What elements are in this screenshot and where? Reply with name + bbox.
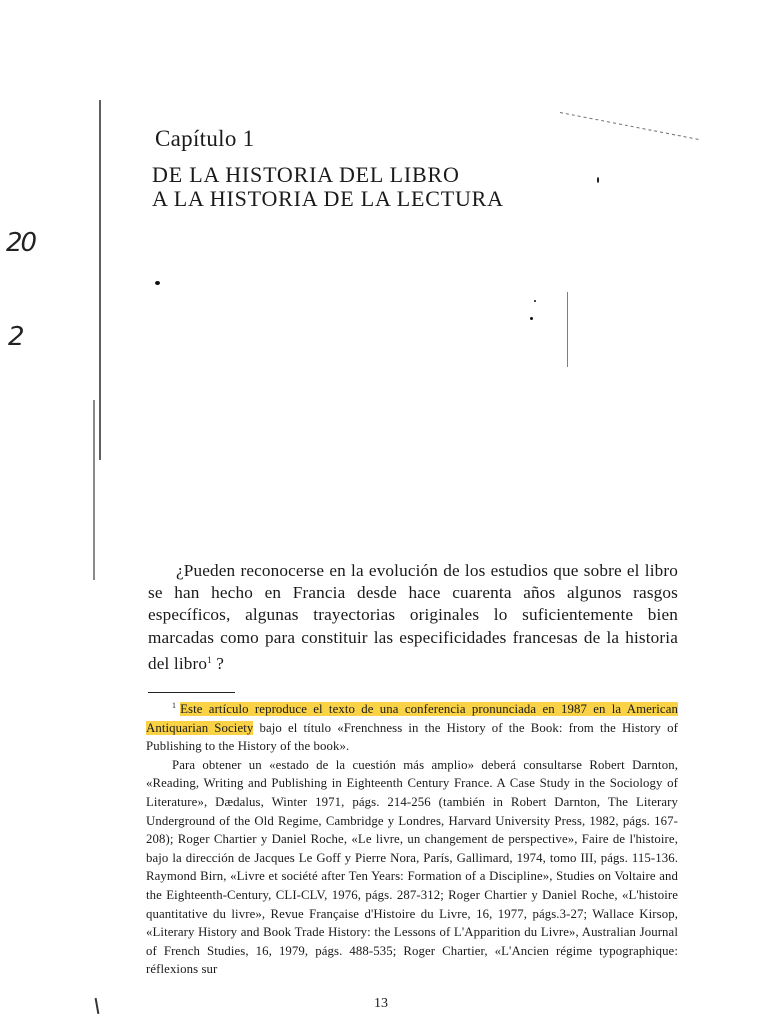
handwritten-margin-mark: 20 [6,228,36,258]
scan-artifact-dot [534,300,536,302]
scan-artifact-diagonal [560,112,700,140]
footnote-continuation: Para obtener un «estado de la cuestión más amplio» deberá consultarse Robert Darnton, «Reading, Writing and Publishing in Eighteenth Century France. A Case Study in the Sociology of Literature», Dædalus, Winter 1971, págs. 214-256 (también in Robert Darnton, The Literary Underground of the Old Regime, Cambridge y Londres, Harvard University Press, 1982, págs. 167-208); Roger Chartier y Daniel Roche, «Le livre, un changement de perspective», Faire de l'histoire, bajo la dirección de Jacques Le Goff y Pierre Nora, París, Gallimard, 1974, tomo III, págs. 115-136. Raymond Birn, «Livre et société after Ten Years: Formation of a Discipline», Studies on Voltaire and the Eighteenth-Century, CLI-CLV, 1976, págs. 287-312; Roger Chartier y Daniel Roche, «L'histoire quantitative du livre», Revue Française d'Histoire du Livre, 16, 1977, págs.3-27; Wallace Kirsop, «Literary History and Book Trade History: the Lessons of L'Apparition du Livre», Australian Journal of French Studies, 16, 1979, págs. 488-535; Roger Chartier, «L'Ancien régime typographique: réflexions sur [146,757,678,977]
highlighted-text: Este artículo reproduce el texto de una conferencia pronunciada en 1987 en la American Antiquarian Society [146,702,678,735]
scan-artifact-right-line [567,292,568,367]
intro-text: ¿Pueden reconocerse en la evolución de los estudios que sobre el libro se han hecho en Francia desde hace cuarenta años algunos rasgos específicos, algunas trayectorias originales lo suficientemente bien marcadas como para constituir las especificidades francesas de la historia del libro [148,561,678,673]
scan-artifact-tick [95,998,100,1014]
footnotes [146,697,678,979]
chapter-title-line: DE LA HISTORIA DEL LIBRO [152,162,460,187]
chapter-label: Capítulo 1 [155,126,255,151]
page-number: 13 [374,996,388,1011]
scan-artifact-left-line-lower [93,400,95,580]
handwritten-margin-mark: 2 [8,322,25,352]
footnote-number: 1 [172,701,177,710]
chapter-title-line: A LA HISTORIA DE LA LECTURA [152,186,504,211]
scan-artifact-dot [530,317,533,320]
footnote-divider [148,692,235,693]
chapter-title [152,163,504,211]
scan-artifact-dot [597,177,599,183]
intro-end: ? [211,653,224,673]
scan-artifact-left-line [99,100,101,460]
footnote-1 [146,697,678,756]
footnote-text: bajo el título «Frenchness in the History of the Book: from the History of Publishing to the History of the book». [146,720,678,754]
intro-paragraph [148,560,678,675]
footnote-reference[interactable]: 1 [207,654,212,665]
scan-artifact-dot [155,281,160,285]
